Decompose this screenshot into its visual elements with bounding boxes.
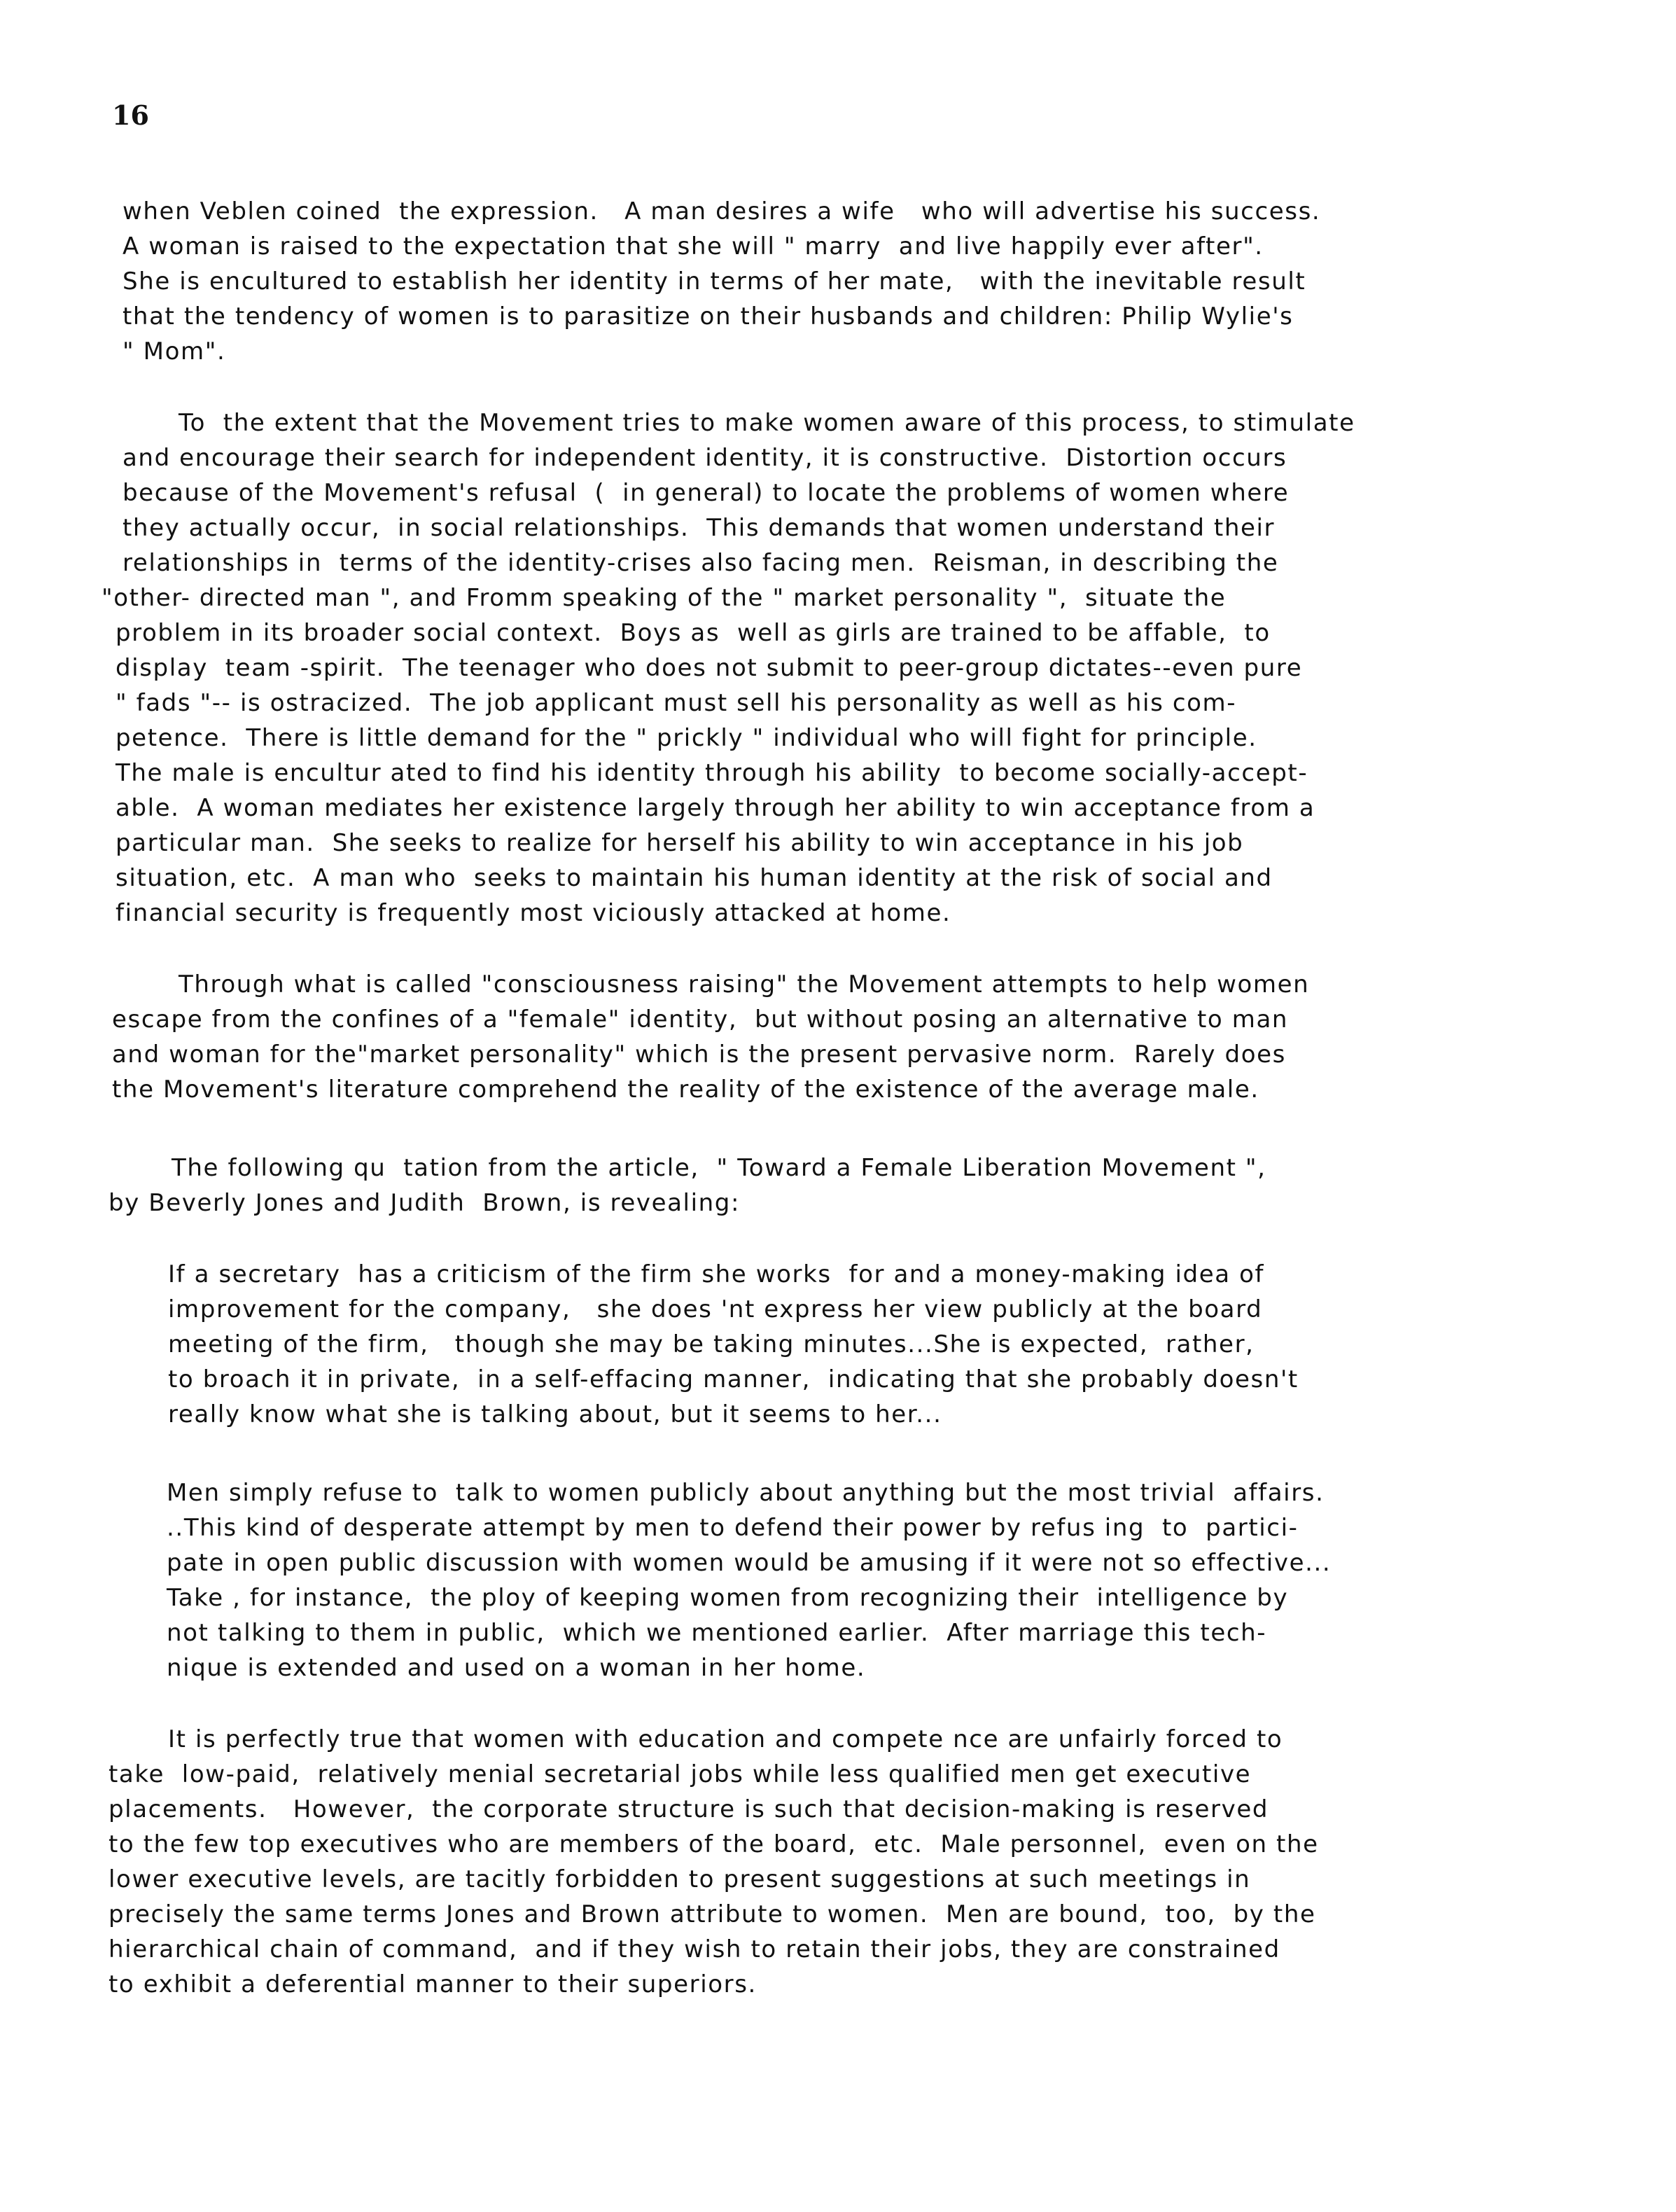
text-line: " Mom".	[123, 338, 226, 366]
text-line: able. A woman mediates her existence largely through her ability to win acceptance from a	[116, 794, 1315, 822]
quote-line: meeting of the firm, though she may be taking minutes...She is expected, rather,	[168, 1330, 1255, 1358]
text-line: The following qu tation from the article, " Toward a Female Liberation Movement ",	[172, 1154, 1266, 1182]
text-line: to the few top executives who are members of the board, etc. Male personnel, even on the	[109, 1830, 1319, 1858]
text-line: to exhibit a deferential manner to their superiors.	[109, 1970, 757, 1998]
text-line: that the tendency of women is to parasitize on their husbands and children: Philip Wylie's	[123, 302, 1294, 331]
text-line: She is encultured to establish her identity in terms of her mate, with the inevitable result	[123, 267, 1306, 295]
text-line: take low-paid, relatively menial secretarial jobs while less qualified men get executive	[109, 1760, 1252, 1788]
text-line: " fads "-- is ostracized. The job applicant must sell his personality as well as his com-	[116, 689, 1237, 717]
text-line: particular man. She seeks to realize for herself his ability to win acceptance in his job	[116, 829, 1244, 857]
text-line: they actually occur, in social relationships. This demands that women understand their	[123, 514, 1276, 542]
quote-line: improvement for the company, she does 'nt express her view publicly at the board	[168, 1295, 1263, 1323]
quote-line: nique is extended and used on a woman in her home.	[167, 1654, 866, 1682]
text-line: financial security is frequently most viciously attacked at home.	[116, 899, 951, 927]
text-line: by Beverly Jones and Judith Brown, is revealing:	[109, 1189, 741, 1217]
text-line: To the extent that the Movement tries to make women aware of this process, to stimulate	[179, 409, 1355, 437]
quote-line: really know what she is talking about, but it seems to her...	[168, 1400, 942, 1428]
quote-line: If a secretary has a criticism of the firm she works for and a money-making idea of	[168, 1260, 1265, 1288]
text-line: lower executive levels, are tacitly forbidden to present suggestions at such meetings in	[109, 1865, 1251, 1893]
quote-line: ..This kind of desperate attempt by men to defend their power by refus ing to partici-	[167, 1514, 1299, 1542]
text-line: petence. There is little demand for the " prickly " individual who will fight for principle.	[116, 724, 1257, 752]
text-line: the Movement's literature comprehend the reality of the existence of the average male.	[112, 1076, 1259, 1104]
text-line: A woman is raised to the expectation that she will " marry and live happily ever after".	[123, 232, 1264, 260]
text-line: escape from the confines of a "female" identity, but without posing an alternative to man	[112, 1006, 1289, 1034]
text-line: hierarchical chain of command, and if they wish to retain their jobs, they are constrained	[109, 1935, 1280, 1963]
quote-line: pate in open public discussion with women would be amusing if it were not so effective...	[167, 1549, 1332, 1577]
quote-line: to broach it in private, in a self-effacing manner, indicating that she probably doesn't	[168, 1365, 1299, 1393]
text-line: display team -spirit. The teenager who does not submit to peer-group dictates--even pure	[116, 654, 1303, 682]
text-line: Through what is called "consciousness raising" the Movement attempts to help women	[179, 971, 1310, 999]
text-line: The male is encultur ated to find his identity through his ability to become socially-accept-	[116, 759, 1308, 787]
text-line: when Veblen coined the expression. A man desires a wife who will advertise his success.	[123, 197, 1321, 225]
text-line: "other- directed man ", and Fromm speaking of the " market personality ", situate the	[102, 584, 1227, 612]
page-number: 16	[112, 99, 149, 131]
quote-line: Take , for instance, the ploy of keeping women from recognizing their intelligence by	[167, 1584, 1289, 1612]
text-line: precisely the same terms Jones and Brown attribute to women. Men are bound, too, by the	[109, 1900, 1316, 1928]
text-line: placements. However, the corporate structure is such that decision-making is reserved	[109, 1795, 1269, 1823]
text-line: because of the Movement's refusal ( in general) to locate the problems of women where	[123, 479, 1290, 507]
text-line: relationships in terms of the identity-crises also facing men. Reisman, in describing the	[123, 549, 1279, 577]
text-line: and woman for the"market personality" which is the present pervasive norm. Rarely does	[112, 1041, 1286, 1069]
text-line: situation, etc. A man who seeks to maintain his human identity at the risk of social and	[116, 864, 1273, 892]
text-line: and encourage their search for independent identity, it is constructive. Distortion occurs	[123, 444, 1287, 472]
quote-line: not talking to them in public, which we mentioned earlier. After marriage this tech-	[167, 1619, 1267, 1647]
text-line: It is perfectly true that women with education and compete nce are unfairly forced to	[168, 1725, 1283, 1753]
quote-line: Men simply refuse to talk to women publicly about anything but the most trivial affairs.	[167, 1479, 1325, 1507]
text-line: problem in its broader social context. Boys as well as girls are trained to be affable, to	[116, 619, 1271, 647]
